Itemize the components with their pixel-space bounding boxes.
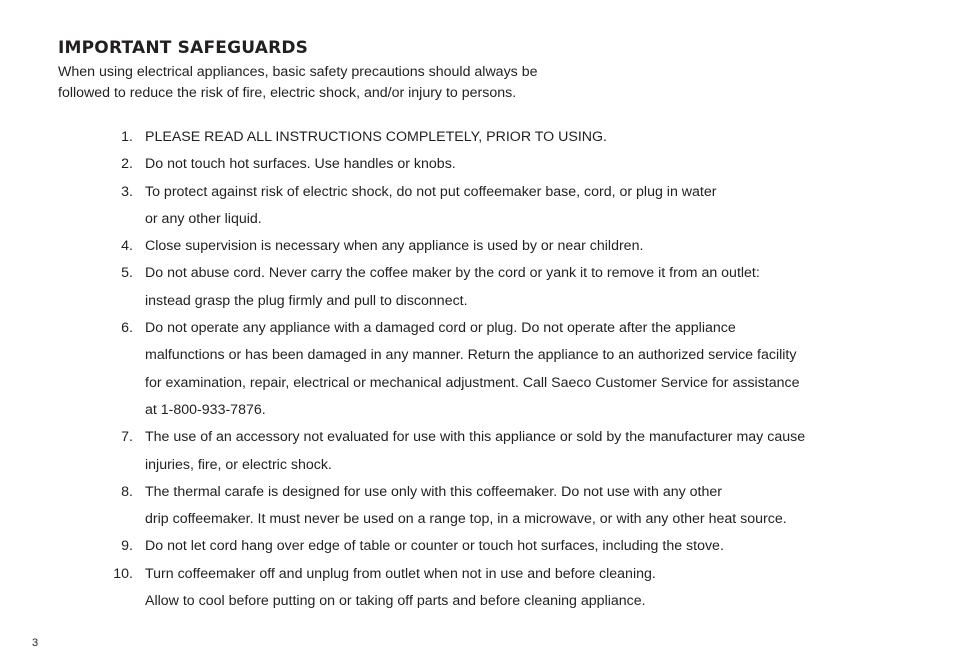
list-item	[100, 124, 860, 151]
list-item	[100, 179, 860, 234]
list-item-number: 7.	[121, 429, 133, 446]
list-item-number: 9.	[121, 538, 133, 555]
list-item-number: 2.	[121, 156, 133, 173]
list-item	[100, 561, 860, 616]
list-item-text	[145, 179, 860, 234]
list-item-number: 3.	[121, 183, 133, 200]
list-item-line: drip coffeemaker. It must never be used on a range top, in a microwave, or with any other heat source.	[145, 511, 787, 528]
list-item-number: 6.	[121, 320, 133, 337]
safeguards-list	[100, 124, 860, 615]
list-item-line: The use of an accessory not evaluated for use with this appliance or sold by the manufacturer may cause	[145, 429, 806, 446]
list-item-line: instead grasp the plug firmly and pull to disconnect.	[145, 292, 468, 309]
list-item-text	[145, 233, 860, 260]
list-item-line: at 1-800-933-7876.	[145, 401, 266, 418]
list-item-line: for examination, repair, electrical or mechanical adjustment. Call Saeco Customer Service for assistance	[145, 374, 800, 391]
list-item-line: Do not let cord hang over edge of table or counter or touch hot surfaces, including the stove.	[145, 538, 724, 555]
list-item-text	[145, 260, 860, 315]
page-title: IMPORTANT SAFEGUARDS	[58, 38, 309, 58]
list-item-line: The thermal carafe is designed for use only with this coffeemaker. Do not use with any other	[145, 483, 722, 500]
list-item-line: Do not abuse cord. Never carry the coffee maker by the cord or yank it to remove it from an outlet:	[145, 265, 760, 282]
list-item-line: Turn coffeemaker off and unplug from outlet when not in use and before cleaning.	[145, 565, 656, 582]
list-item	[100, 533, 860, 560]
intro-paragraph	[58, 62, 538, 104]
list-item	[100, 260, 860, 315]
list-item-number: 8.	[121, 483, 133, 500]
list-item-text	[145, 533, 860, 560]
list-item-line: Do not operate any appliance with a damaged cord or plug. Do not operate after the appliance	[145, 320, 736, 337]
list-item-line: Allow to cool before putting on or taking off parts and before cleaning appliance.	[145, 593, 646, 610]
list-item-line: Close supervision is necessary when any appliance is used by or near children.	[145, 238, 644, 255]
list-item-number: 5.	[121, 265, 133, 282]
list-item-text	[145, 561, 860, 616]
list-item-line: Do not touch hot surfaces. Use handles or knobs.	[145, 156, 456, 173]
intro-line: followed to reduce the risk of fire, electric shock, and/or injury to persons.	[58, 85, 517, 101]
list-item-text	[145, 315, 860, 424]
list-item	[100, 424, 860, 479]
list-item-number: 1.	[121, 129, 133, 145]
page-number: 3	[32, 637, 39, 649]
intro-line: When using electrical appliances, basic safety precautions should always be	[58, 64, 538, 80]
list-item-line: or any other liquid.	[145, 210, 262, 227]
list-item-text	[145, 124, 860, 151]
list-item-text	[145, 424, 860, 479]
list-item	[100, 233, 860, 260]
list-item-number: 4.	[121, 238, 133, 255]
list-item-text	[145, 479, 860, 534]
list-item	[100, 315, 860, 424]
list-item-text	[145, 151, 860, 178]
list-item	[100, 479, 860, 534]
list-item-line: To protect against risk of electric shock, do not put coffeemaker base, cord, or plug in water	[145, 183, 717, 200]
list-item	[100, 151, 860, 178]
list-item-line: malfunctions or has been damaged in any manner. Return the appliance to an authorized service facility	[145, 347, 797, 364]
list-item-line: injuries, fire, or electric shock.	[145, 456, 332, 473]
list-item-line: PLEASE READ ALL INSTRUCTIONS COMPLETELY, PRIOR TO USING.	[145, 129, 608, 145]
list-item-number: 10.	[113, 565, 133, 582]
